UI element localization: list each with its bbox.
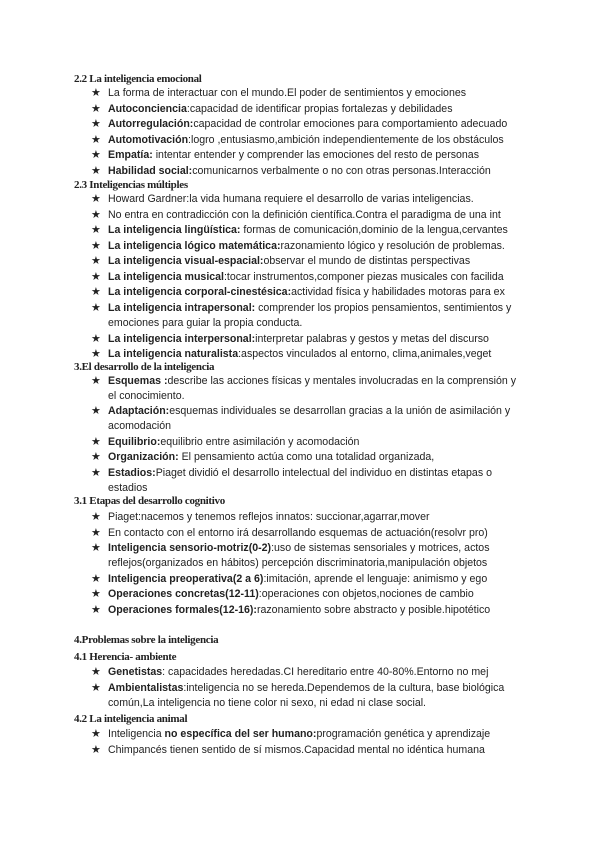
list-item: ★ Operaciones formales(12-16):razonamiento sobre abstracto y posible.hipotético bbox=[91, 603, 526, 618]
list-item: ★ En contacto con el entorno irá desarrollando esquemas de actuación(resolvr pro) bbox=[91, 526, 526, 541]
list-item: ★ Inteligencia no específica del ser humano:programación genética y aprendizaje bbox=[91, 727, 526, 742]
star-bullet-icon: ★ bbox=[91, 348, 101, 360]
star-bullet-icon: ★ bbox=[91, 208, 101, 221]
section-heading-2-3: 2.3 Inteligencias múltiples bbox=[74, 179, 188, 191]
star-bullet-icon: ★ bbox=[91, 451, 101, 463]
star-bullet-icon: ★ bbox=[91, 193, 101, 205]
list-item: ★ No entra en contradicción con la definición científica.Contra el paradigma de una int bbox=[91, 208, 526, 223]
star-bullet-icon: ★ bbox=[91, 164, 101, 177]
star-bullet-icon: ★ bbox=[91, 511, 101, 523]
star-bullet-icon: ★ bbox=[91, 588, 101, 600]
star-bullet-icon: ★ bbox=[91, 405, 101, 417]
star-bullet-icon: ★ bbox=[91, 743, 101, 756]
star-bullet-icon: ★ bbox=[91, 374, 101, 387]
star-bullet-icon: ★ bbox=[91, 255, 101, 267]
star-bullet-icon: ★ bbox=[91, 526, 101, 539]
section-heading-2-2: 2.2 La inteligencia emocional bbox=[74, 73, 202, 85]
star-bullet-icon: ★ bbox=[91, 728, 101, 740]
section-heading-4-1: 4.1 Herencia- ambiente bbox=[74, 651, 177, 663]
list-item: ★ Equilibrio:equilibrio entre asimilación y acomodación bbox=[91, 435, 526, 450]
list-item: ★ Howard Gardner:la vida humana requiere el desarrollo de varias inteligencias. bbox=[91, 192, 526, 207]
list-item: ★ Chimpancés tienen sentido de sí mismos.Capacidad mental no idéntica humana bbox=[91, 743, 526, 758]
list-item: ★ Organización: El pensamiento actúa como una totalidad organizada, bbox=[91, 450, 526, 465]
star-bullet-icon: ★ bbox=[91, 435, 101, 448]
star-bullet-icon: ★ bbox=[91, 466, 101, 479]
star-bullet-icon: ★ bbox=[91, 239, 101, 252]
star-bullet-icon: ★ bbox=[91, 666, 101, 678]
star-bullet-icon: ★ bbox=[91, 102, 101, 115]
list-item: ★ Automotivación:logro ,entusiasmo,ambición independientemente de los obstáculos bbox=[91, 133, 526, 148]
list-item: ★ Empatía: intentar entender y comprender las emociones del resto de personas bbox=[91, 148, 526, 163]
list-item: ★ La inteligencia visual-espacial:observar el mundo de distintas perspectivas bbox=[91, 254, 526, 269]
star-bullet-icon: ★ bbox=[91, 286, 101, 298]
list-item: ★ La inteligencia musical:tocar instrumentos,componer piezas musicales con facilida bbox=[91, 270, 526, 285]
star-bullet-icon: ★ bbox=[91, 301, 101, 314]
star-bullet-icon: ★ bbox=[91, 603, 101, 616]
list-item: ★ La forma de interactuar con el mundo.El poder de sentimientos y emociones bbox=[91, 86, 526, 101]
list-item: ★ Autorregulación:capacidad de controlar emociones para comportamiento adecuado bbox=[91, 117, 526, 132]
list-item: ★ Habilidad social:comunicarnos verbalmente o no con otras personas.Interacción bbox=[91, 164, 526, 179]
list-item: ★ Esquemas :describe las acciones físicas y mentales involucradas en la comprensión y el conocimiento. bbox=[91, 374, 517, 402]
star-bullet-icon: ★ bbox=[91, 270, 101, 283]
list-item: ★ La inteligencia lógico matemática:razonamiento lógico y resolución de problemas. bbox=[91, 239, 526, 254]
list-item: ★ Inteligencia preoperativa(2 a 6):imitación, aprende el lenguaje: animismo y ego bbox=[91, 572, 526, 587]
star-bullet-icon: ★ bbox=[91, 149, 101, 161]
star-bullet-icon: ★ bbox=[91, 542, 101, 554]
list-item: ★ La inteligencia intrapersonal: comprender los propios pensamientos, sentimientos y emociones para guiar la propia conducta. bbox=[91, 301, 512, 329]
list-item: ★ La inteligencia lingüística: formas de comunicación,dominio de la lengua,cervantes bbox=[91, 223, 526, 238]
list-item: ★ Autoconciencia:capacidad de identificar propias fortalezas y debilidades bbox=[91, 102, 526, 117]
star-bullet-icon: ★ bbox=[91, 681, 101, 694]
section-heading-4-2: 4.2 La inteligencia animal bbox=[74, 713, 188, 725]
star-bullet-icon: ★ bbox=[91, 572, 101, 585]
star-bullet-icon: ★ bbox=[91, 133, 101, 146]
list-item: ★ Ambientalistas:inteligencia no se hereda.Dependemos de la cultura, base biológica común,La inteligencia no tiene color ni sexo, ni edad ni clase social. bbox=[91, 681, 505, 709]
list-item: ★ Piaget:nacemos y tenemos reflejos innatos: succionar,agarrar,mover bbox=[91, 510, 526, 525]
star-bullet-icon: ★ bbox=[91, 87, 101, 99]
star-bullet-icon: ★ bbox=[91, 332, 101, 345]
list-item: ★ La inteligencia naturalista:aspectos vinculados al entorno, clima,animales,veget bbox=[91, 347, 526, 362]
list-item: ★ Adaptación:esquemas individuales se desarrollan gracias a la unión de asimilación y acomodación bbox=[91, 405, 511, 433]
list-item: ★ Genetistas: capacidades heredadas.CI hereditario entre 40-80%.Entorno no mej bbox=[91, 665, 526, 680]
list-item: ★ Operaciones concretas(12-11):operaciones con objetos,nociones de cambio bbox=[91, 587, 526, 602]
star-bullet-icon: ★ bbox=[91, 224, 101, 236]
section-heading-3-1: 3.1 Etapas del desarrollo cognitivo bbox=[74, 495, 225, 507]
section-heading-3: 3.El desarrollo de la inteligencia bbox=[74, 361, 215, 373]
star-bullet-icon: ★ bbox=[91, 118, 101, 130]
list-item: ★ Inteligencia sensorio-motriz(0-2):uso de sistemas sensoriales y motrices, actos reflejos(organizados en hábitos) percepción discriminatoria,manipulación objetos bbox=[91, 542, 490, 570]
list-item: ★ Estadios:Piaget dividió el desarrollo intelectual del individuo en distintas etapas o estadios bbox=[91, 466, 492, 494]
list-item: ★ La inteligencia interpersonal:interpretar palabras y gestos y metas del discurso bbox=[91, 332, 526, 347]
section-heading-4: 4.Problemas sobre la inteligencia bbox=[74, 634, 219, 646]
list-item: ★ La inteligencia corporal-cinestésica:actividad física y habilidades motoras para ex bbox=[91, 285, 526, 300]
